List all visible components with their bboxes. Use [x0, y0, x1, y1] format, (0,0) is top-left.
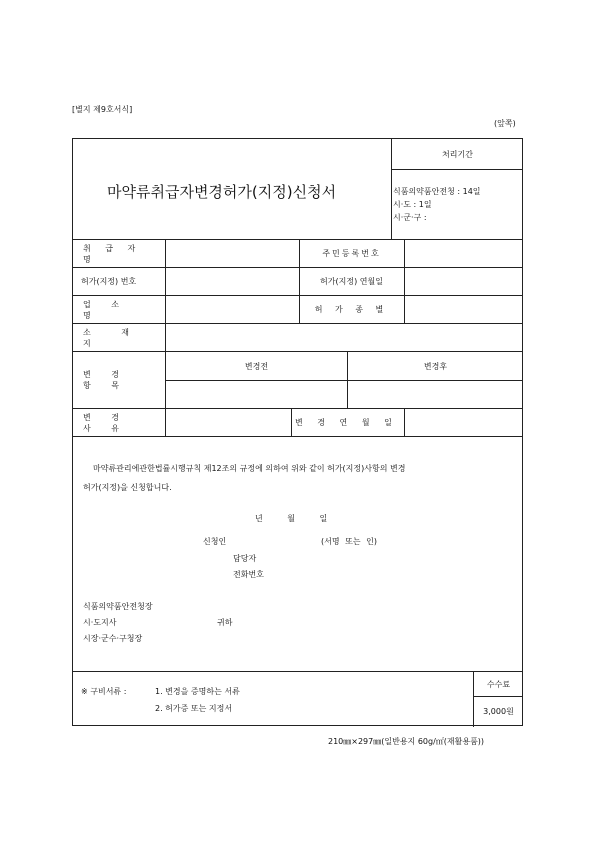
recipient-1: 식품의약품안전청장	[83, 602, 153, 611]
required-doc-1: 1. 변경을 증명하는 서류	[155, 687, 240, 696]
statement-line-2: 허가(지정)을 신청합니다.	[83, 483, 172, 492]
page-side-label: (앞쪽)	[494, 119, 516, 128]
required-doc-2: 2. 허가증 또는 지정서	[155, 704, 233, 713]
resident-no-label: 주민등록번호	[322, 249, 381, 258]
form-code: [별지 제9호서식]	[72, 105, 133, 114]
processing-period-details: 식품의약품안전청 : 14일 시·도 : 1일 시·군·구 :	[393, 187, 481, 222]
after-header: 변경후	[423, 361, 448, 371]
form-title: 마약류취급자변경허가(지정)신청서	[107, 183, 337, 201]
business-name-label: 업 소 명	[83, 299, 128, 320]
required-docs-label: ※ 구비서류 :	[81, 687, 127, 696]
change-item-label: 변 경 항 목	[83, 370, 128, 390]
signature-label: (서명 또는 인)	[321, 537, 377, 546]
date-line: 년 월 일	[255, 514, 328, 523]
recipient-suffix: 귀하	[217, 618, 233, 627]
change-date-label: 변 경 연 월 일	[295, 418, 398, 427]
fee-header: 수수료	[486, 679, 511, 689]
recipient-2: 시·도지사	[83, 618, 117, 627]
permit-date-label: 허가(지정) 연월일	[320, 277, 383, 286]
handler-name-label: 취 급 자 명	[83, 243, 142, 264]
application-form	[72, 138, 523, 726]
location-label: 소 재 지	[83, 327, 143, 348]
fee-value: 3,000원	[483, 707, 514, 716]
change-reason-label: 변 경 사 유	[83, 412, 128, 433]
permit-type-label: 허 가 종 별	[314, 305, 389, 314]
phone-label: 전화번호	[233, 570, 264, 579]
processing-period-header: 처리기간	[442, 149, 473, 159]
permit-no-label: 허가(지정) 번호	[81, 277, 137, 286]
before-header: 변경전	[244, 361, 269, 371]
recipient-3: 시장·군수·구청장	[83, 634, 143, 643]
statement-line-1: 마약류관리에관한법률시행규칙 제12조의 규정에 의하여 위와 같이 허가(지정)사항의 변경	[93, 464, 406, 473]
paper-spec: 210㎜×297㎜(일반용지 60g/㎡(재활용품))	[328, 737, 485, 746]
person-in-charge-label: 담당자	[233, 554, 257, 563]
applicant-label: 신청인	[203, 537, 227, 546]
